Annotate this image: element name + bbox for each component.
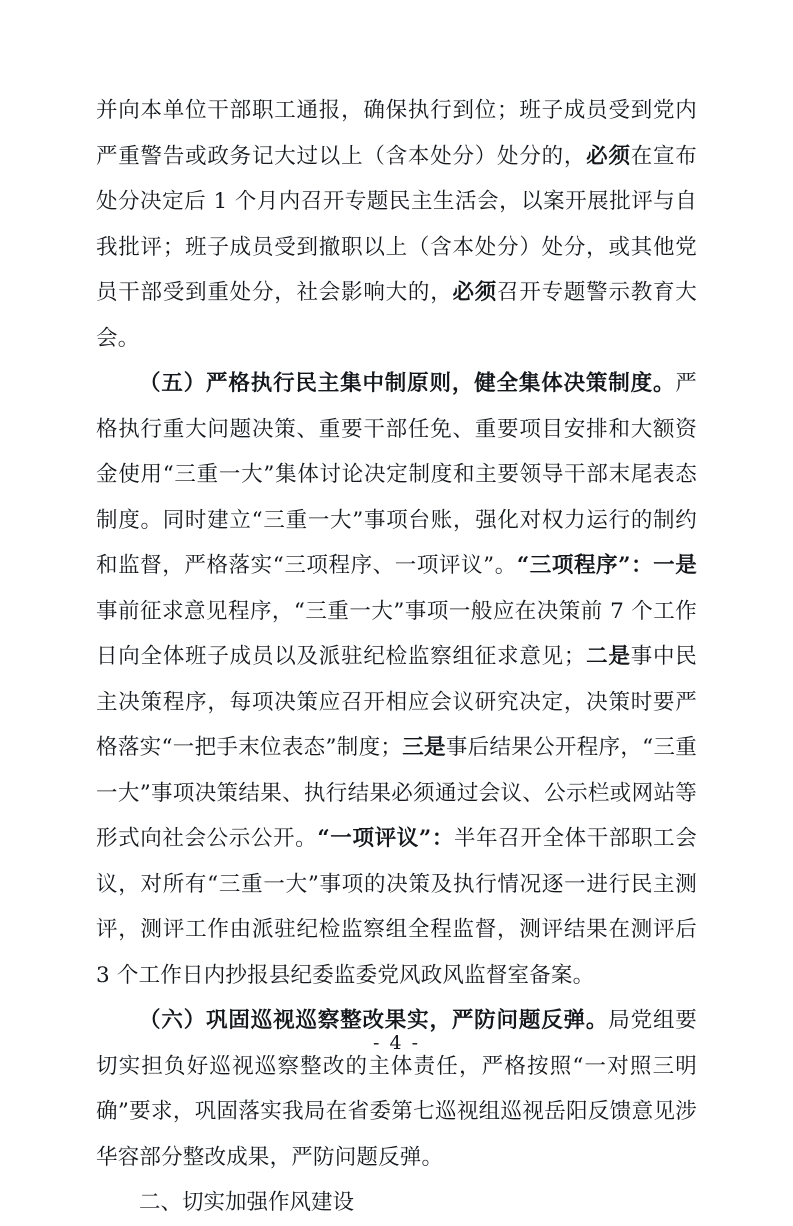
- paragraph-item-six: [96, 998, 697, 1180]
- text-run: 在宣布处分决定后 1 个月内召开专题民主生活会，以案开展批评与自我批评；班子成员受到撤职以上（含本处分）处分，或其他党员干部受到重处分，社会影响大的，: [96, 143, 697, 305]
- text-run: 事后结果公开程序，“三重一大”事项决策结果、执行结果必须通过会议、公示栏或网站等形式向社会公示公开。: [96, 735, 697, 851]
- section-heading-two: [96, 1180, 697, 1226]
- emphasis-run: 三是: [402, 735, 446, 760]
- text-run: 半年召开全体干部职工会议，对所有“三重一大”事项的决策及执行情况逐一进行民主测评，测评工作由派驻纪检监察组全程监督，测评结果在测评后 3 个工作日内抄报县纪委监委党风政风监督室备案。: [96, 826, 697, 988]
- page-number: - 4 -: [372, 1032, 420, 1054]
- paragraph-continuation: [96, 88, 697, 361]
- emphasis-run: 必须: [452, 280, 498, 305]
- text-run: 召开专题警示教育大会。: [96, 280, 697, 351]
- text-run: 二、切实加强作风建设: [139, 1190, 355, 1215]
- text-run: 并向本单位干部职工通报，确保执行到位；班子成员受到党内严重警告或政务记大过以上（含本处分）处分的，: [96, 98, 697, 169]
- document-body: [96, 88, 697, 1226]
- emphasis-run: （六）巩固巡视巡察整改果实，严防问题反弹。: [139, 1008, 609, 1033]
- emphasis-run: “一项评议”：: [317, 826, 454, 851]
- text-run: 严格执行重大问题决策、重要干部任免、重要项目安排和大额资金使用“三重一大”集体讨论决定制度和主要领导干部末尾表态制度。同时建立“三重一大”事项台账，强化对权力运行的制约和监督，严格落实“三项程序、一项评议”。: [96, 371, 697, 578]
- text-run: 局党组要切实担负好巡视巡察整改的主体责任，严格按照“一对照三明确”要求，巩固落实我局在省委第七巡视组巡视岳阳反馈意见涉华容部分整改成果，严防问题反弹。: [96, 1008, 698, 1170]
- emphasis-run: “三项程序”：一是: [516, 553, 697, 578]
- text-run: 事中民主决策程序，每项决策应召开相应会议研究决定，决策时要严格落实“一把手末位表态”制度；: [96, 644, 697, 760]
- text-run: 事前征求意见程序，“三重一大”事项一般应在决策前 7 个工作日向全体班子成员以及派驻纪检监察组征求意见；: [96, 598, 697, 669]
- paragraph-item-five: [96, 361, 697, 998]
- emphasis-run: 必须: [586, 143, 631, 169]
- emphasis-run: 二是: [585, 644, 631, 669]
- emphasis-run: （五）严格执行民主集中制原则，健全集体决策制度。: [139, 371, 676, 396]
